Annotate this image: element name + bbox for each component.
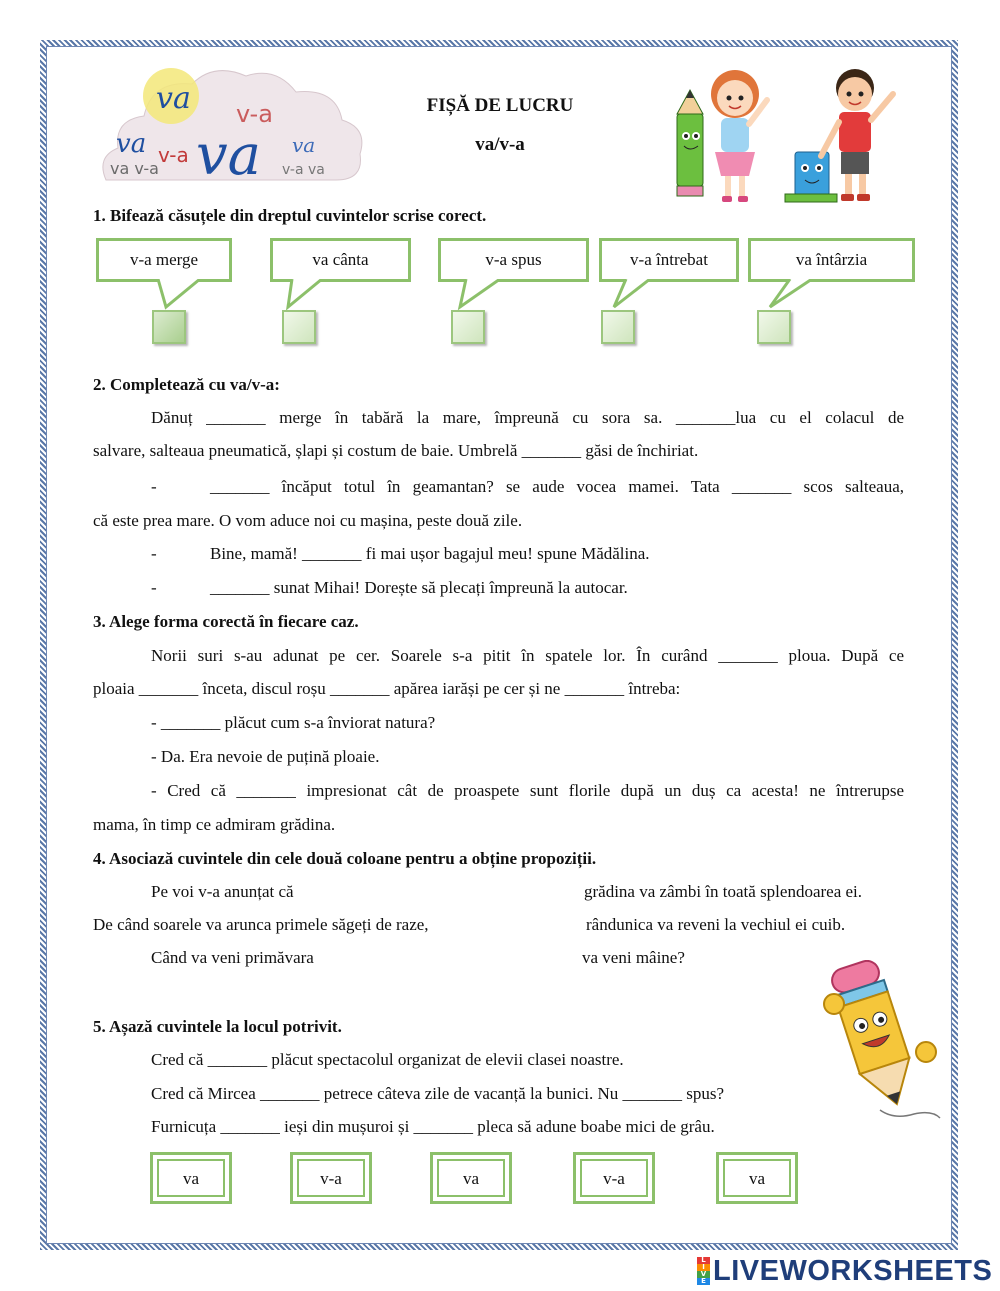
bubble-3 xyxy=(438,238,589,282)
pencil-mascot-icon xyxy=(814,960,944,1130)
bubble-2-text: va cânta xyxy=(312,250,369,269)
liveworksheets-logo[interactable] xyxy=(697,1256,992,1286)
badge-letter-3: V xyxy=(697,1271,710,1278)
ex3-line-1: Norii suri s-au adunat pe cer. Soarele s-a pitit în spatele lor. În curând _______ ploua. După ce xyxy=(151,646,904,665)
cloud-word-5: v-a xyxy=(236,100,273,128)
ex2-dash-2: - xyxy=(151,544,157,563)
bubble-2 xyxy=(270,238,411,282)
ex4-right-3[interactable]: va veni mâine? xyxy=(582,948,685,967)
badge-letter-4: E xyxy=(697,1278,710,1285)
bubble-tail-5 xyxy=(770,279,812,307)
ex4-left-2[interactable]: De când soarele va arunca primele săgeți de raze, xyxy=(93,915,429,934)
word-tile-5[interactable] xyxy=(716,1152,798,1204)
ex5-line-2: Cred că Mircea _______ petrece câteva zile de vacanță la bunici. Nu _______ spus? xyxy=(151,1084,725,1103)
word-tile-3[interactable] xyxy=(430,1152,512,1204)
liveworksheets-badge-icon xyxy=(697,1257,710,1285)
word-tile-1[interactable] xyxy=(150,1152,232,1204)
ex3-line-4: - Da. Era nevoie de puțină ploaie. xyxy=(151,747,380,766)
ex3-line-2: ploaia _______ înceta, discul roșu _______ apărea iarăși pe cer și ne _______ întreba: xyxy=(93,679,681,698)
checkbox-5[interactable] xyxy=(757,310,791,344)
ex2-line-5: Bine, mamă! _______ fi mai ușor bagajul meu! spune Mădălina. xyxy=(210,544,650,563)
children-illustration xyxy=(655,64,905,214)
word-tile-3-text: va xyxy=(437,1159,505,1197)
ex5-line-1: Cred că _______ plăcut spectacolul organizat de elevii clasei noastre. xyxy=(151,1050,624,1069)
bubble-tail-4 xyxy=(614,279,650,307)
cloud-word-4: v-a xyxy=(158,143,189,167)
ex2-line-1: Dănuț _______ merge în tabără la mare, împreună cu sora sa. _______lua cu el colacul de xyxy=(151,408,904,427)
ex2-line-4: că este prea mare. O vom aduce noi cu mașina, peste două zile. xyxy=(93,511,523,530)
bubble-tails xyxy=(0,279,1000,311)
word-tile-2-text: v-a xyxy=(297,1159,365,1197)
book-character-icon xyxy=(785,152,837,202)
ex5-line-3: Furnicuța _______ ieși din mușuroi și _______ pleca să adune boabe mici de grâu. xyxy=(151,1117,715,1136)
liveworksheets-brand: LIVEWORKSHEETS xyxy=(713,1254,993,1287)
bubble-1 xyxy=(96,238,232,282)
ex5-heading: 5. Așază cuvintele la locul potrivit. xyxy=(93,1017,342,1036)
word-tile-1-text: va xyxy=(157,1159,225,1197)
word-tile-5-text: va xyxy=(723,1159,791,1197)
bubble-1-text: v-a merge xyxy=(129,250,199,269)
word-tile-4[interactable] xyxy=(573,1152,655,1204)
ex3-heading: 3. Alege forma corectă în fiecare caz. xyxy=(93,612,359,631)
worksheet-subtitle: va/v-a xyxy=(475,134,525,155)
badge-letter-1: L xyxy=(697,1257,710,1264)
ex1-heading: 1. Bifează căsuțele din dreptul cuvintelor scrise corect. xyxy=(93,206,487,225)
cloud-word-2: va xyxy=(116,129,147,159)
bubble-tail-1 xyxy=(158,279,200,307)
ex2-dash-3: - xyxy=(151,578,157,597)
ex4-left-1[interactable]: Pe voi v-a anunțat că xyxy=(151,882,294,901)
word-tile-4-text: v-a xyxy=(580,1159,648,1197)
ex4-left-3[interactable]: Când va veni primăvara xyxy=(151,948,314,967)
word-tile-2[interactable] xyxy=(290,1152,372,1204)
ex2-line-6: _______ sunat Mihai! Dorește să plecați împreună la autocar. xyxy=(210,578,628,597)
ex4-heading: 4. Asociază cuvintele din cele două coloane pentru a obține propoziții. xyxy=(93,849,597,868)
girl-character-icon xyxy=(711,70,767,202)
ex2-line-2: salvare, salteaua pneumatică, șlapi și costum de baie. Umbrelă _______ găsi de închiriat. xyxy=(93,441,699,460)
ex4-right-1[interactable]: grădina va zâmbi în toată splendoarea ei. xyxy=(584,882,863,901)
bubble-5-text: va întârzia xyxy=(795,250,868,269)
worksheet-title: FIȘĂ DE LUCRU xyxy=(426,95,574,116)
cloud-word-7: va v-a xyxy=(110,159,159,178)
checkbox-1[interactable] xyxy=(152,310,186,344)
badge-letter-2: I xyxy=(697,1264,710,1271)
ex3-line-5: - Cred că _______ impresionat cât de proaspete sunt florile după un duș ca acesta! ne întrerupse xyxy=(151,781,904,800)
bubble-tail-3 xyxy=(460,279,500,307)
ex3-line-3: - _______ plăcut cum s-a înviorat natura? xyxy=(151,713,436,732)
va-word-cloud-image xyxy=(96,62,366,186)
bubble-4 xyxy=(599,238,739,282)
ex2-dash-1: - xyxy=(151,477,157,496)
mascot-thumb-right xyxy=(916,1042,936,1062)
cloud-word-3: va xyxy=(196,123,262,186)
cloud-word-6: va xyxy=(292,133,316,157)
ex4-right-2[interactable]: rândunica va reveni la vechiul ei cuib. xyxy=(586,915,846,934)
checkbox-2[interactable] xyxy=(282,310,316,344)
ex2-line-3: _______ încăput totul în geamantan? se aude vocea mamei. Tata _______ scos salteaua, xyxy=(210,477,904,496)
pencil-character-icon xyxy=(677,90,703,196)
checkbox-4[interactable] xyxy=(601,310,635,344)
cloud-word-8: v-a va xyxy=(282,162,325,178)
ex2-heading: 2. Completează cu va/v-a: xyxy=(93,375,280,394)
mascot-thumb-left xyxy=(824,994,844,1014)
ex3-line-6: mama, în timp ce admiram grădina. xyxy=(93,815,336,834)
cloud-word-1: va xyxy=(156,81,191,116)
bubble-3-text: v-a spus xyxy=(485,250,542,269)
bubble-5 xyxy=(748,238,915,282)
bubble-tail-2 xyxy=(288,279,322,307)
boy-character-icon xyxy=(821,69,893,201)
bubble-4-text: v-a întrebat xyxy=(630,250,708,269)
checkbox-3[interactable] xyxy=(451,310,485,344)
